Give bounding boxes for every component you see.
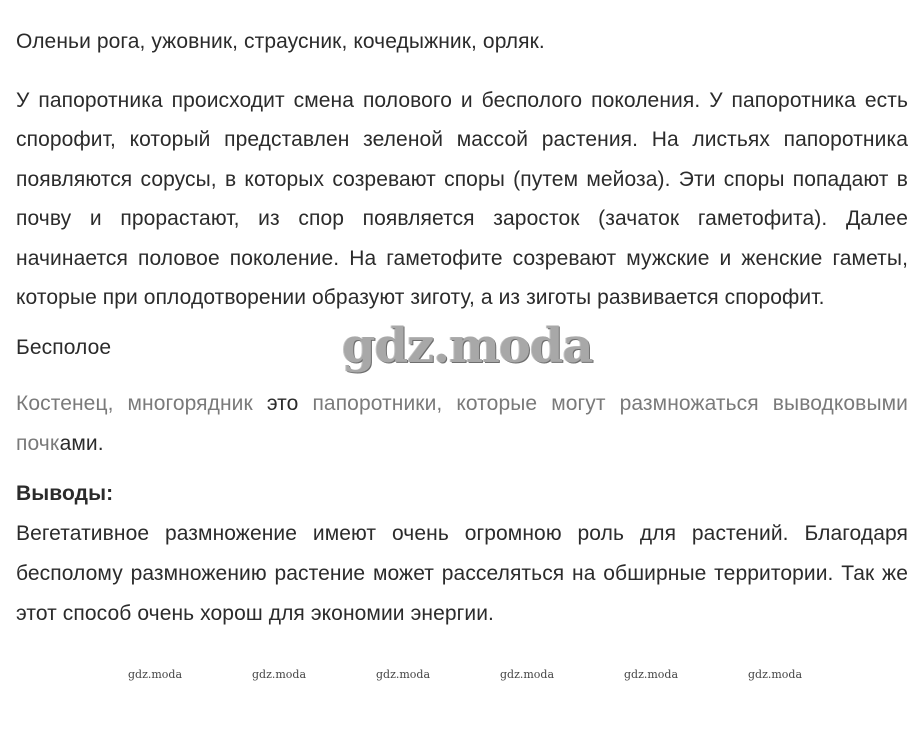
paragraph-vegetative-ferns	[16, 384, 908, 464]
paragraph-species-list: Оленьи рога, ужовник, страусник, кочедыжник, орляк.	[16, 30, 545, 53]
watermark-small: gdz.moda	[748, 668, 803, 681]
text-segment-dark: ами.	[59, 432, 104, 455]
watermark-small: gdz.moda	[128, 668, 183, 681]
watermark-logo: gdz.moda	[342, 318, 593, 374]
paragraph-conclusions: Вегетативное размножение имеют очень огромною роль для растений. Благодаря бесполому размножению растение может расселяться на обширные территории. Так же этот способ очень хорош для экономии энергии.	[16, 522, 908, 625]
paragraph-asexual-label: Бесполое	[16, 335, 112, 359]
text-segment: Костенец, многорядник	[16, 392, 267, 415]
conclusions-heading: Выводы:	[16, 482, 114, 505]
watermark-small: gdz.moda	[500, 668, 555, 681]
text-segment: папоротники, которые могут размножаться выводковыми почк	[16, 392, 908, 455]
watermark-small: gdz.moda	[624, 668, 679, 681]
watermark-small: gdz.moda	[252, 668, 307, 681]
paragraph-generations: У папоротника происходит смена полового и бесполого поколения. У папоротника есть спорофит, который представлен зеленой массой растения. На листьях папоротника появляются сорусы, в которых созревают споры (путем мейоза). Эти споры попадают в почву и прорастают, из спор появляется заросток (зачаток гаметофита). Далее начинается половое поколение. На гаметофите созревают мужские и женские гаметы, которые при оплодотворении образуют зиготу, а из зиготы развивается спорофит.	[16, 88, 908, 309]
watermark-small: gdz.moda	[376, 668, 431, 681]
text-segment-dark: это	[266, 392, 299, 415]
